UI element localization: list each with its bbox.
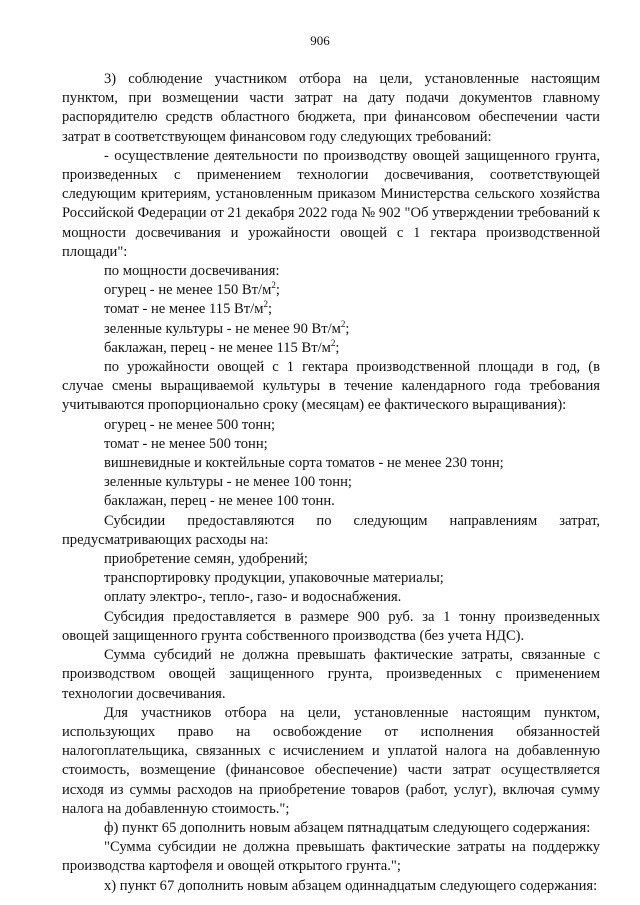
- paragraph-text: ф) пункт 65 дополнить новым абзацем пятнадцатым следующего содержания:: [104, 819, 591, 836]
- paragraph-text: Сумма субсидий не должна превышать фактические затраты, связанные с производством овощей защищенного грунта, произведенных с применением технологии досвечивания.: [62, 647, 600, 702]
- list-item: [62, 588, 600, 607]
- paragraph-text: зеленные культуры - не менее 100 тонн;: [104, 474, 352, 491]
- document-body: [62, 70, 600, 896]
- paragraph-text: баклажан, перец - не менее 115 Вт/м: [104, 339, 331, 356]
- paragraph-text: 3) соблюдение участником отбора на цели, установленные настоящим пунктом, при возмещении части затрат на дату подачи документов главному распорядителю средств областного бюджета, при финансовом обеспечении части затрат в соответствующем финансовом году следующих требований:: [62, 71, 600, 145]
- superscript: 2: [271, 280, 276, 291]
- superscript: 2: [330, 337, 336, 348]
- paragraph-text: томат - не менее 500 тонн;: [104, 435, 268, 452]
- paragraph-text: оплату электро-, тепло-, газо- и водоснабжения.: [104, 589, 402, 606]
- paragraph: [62, 608, 600, 646]
- paragraph: [62, 704, 600, 819]
- list-item: [62, 550, 600, 569]
- list-item: [62, 262, 600, 281]
- paragraph: [62, 147, 600, 262]
- paragraph-text: зеленные культуры - не менее 90 Вт/м: [104, 320, 341, 337]
- paragraph: [62, 877, 600, 896]
- list-item: [62, 281, 600, 300]
- paragraph-text: - осуществление деятельности по производству овощей защищенного грунта, произведенных с применением технологии досвечивания, соответствующей следующим критериям, установленным приказом Министерства сельского хозяйства Российской Федерации от 21 декабря 2022 года № 902 "Об утверждении требований к мощности досвечивания и урожайности овощей с 1 гектара производственной площади":: [62, 147, 600, 260]
- list-item: [62, 473, 600, 492]
- paragraph-text: томат - не менее 115 Вт/м: [104, 301, 264, 318]
- paragraph-text: огурец - не менее 150 Вт/м: [104, 282, 272, 299]
- punctuation: ;: [345, 320, 350, 337]
- list-item: [62, 339, 600, 358]
- punctuation: ;: [267, 301, 272, 318]
- paragraph-text: "Сумма субсидии не должна превышать фактические затраты на поддержку производства картофеля и овощей открытого грунта.";: [62, 839, 600, 875]
- paragraph-text: транспортировку продукции, упаковочные материалы;: [104, 570, 444, 587]
- punctuation: ;: [335, 339, 340, 356]
- paragraph: [62, 819, 600, 838]
- paragraph-text: Субсидия предоставляется в размере 900 руб. за 1 тонну произведенных овощей защищенного грунта собственного производства (без учета НДС).: [62, 608, 600, 644]
- list-item: [62, 300, 600, 319]
- paragraph-text: Субсидии предоставляются по следующим направлениям затрат, предусматривающих расходы на:: [62, 512, 600, 548]
- list-item: [62, 492, 600, 511]
- paragraph-text: баклажан, перец - не менее 100 тонн.: [104, 493, 335, 510]
- paragraph: [62, 512, 600, 550]
- page-number: 906: [310, 33, 330, 48]
- paragraph: [62, 358, 600, 416]
- paragraph-text: Для участников отбора на цели, установленные настоящим пунктом, использующих право на освобождение от исполнения обязанностей налогоплательщика, связанных с исчислением и уплатой налога на добавленную стоимость, возмещение (финансовое обеспечение) части затрат осуществляется исходя из суммы расходов на приобретение товаров (работ, услуг), включая сумму налога на добавленную стоимость.";: [62, 704, 600, 817]
- punctuation: ;: [275, 282, 280, 299]
- list-item: [62, 320, 600, 339]
- paragraph-text: огурец - не менее 500 тонн;: [104, 416, 276, 433]
- superscript: 2: [340, 318, 346, 329]
- paragraph: [62, 646, 600, 704]
- paragraph-text: по мощности досвечивания:: [104, 263, 280, 280]
- paragraph-text: по урожайности овощей с 1 гектара производственной площади в год, (в случае смены выращиваемой культуры в течение календарного года требования учитываются пропорционально сроку (месяцам) ее фактического выращивания):: [62, 359, 600, 414]
- list-item: [62, 416, 600, 435]
- paragraph-text: х) пункт 67 дополнить новым абзацем одиннадцатым следующего содержания:: [104, 877, 598, 894]
- superscript: 2: [263, 299, 268, 310]
- paragraph-text: вишневидные и коктейльные сорта томатов - не менее 230 тонн;: [104, 455, 504, 472]
- paragraph-text: приобретение семян, удобрений;: [104, 551, 308, 568]
- paragraph: [62, 838, 600, 876]
- list-item: [62, 435, 600, 454]
- list-item: [62, 569, 600, 588]
- paragraph: [62, 70, 600, 147]
- list-item: [62, 454, 600, 473]
